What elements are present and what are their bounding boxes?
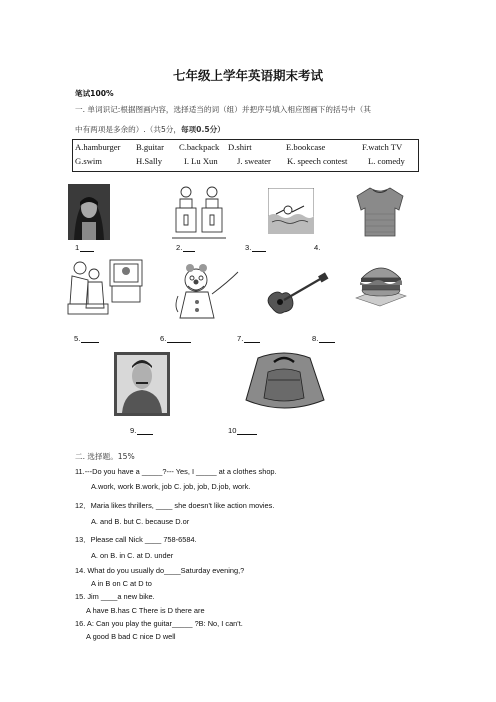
blank-8-line[interactable] — [319, 334, 335, 343]
picture-swimming — [268, 188, 314, 234]
blank-3-line[interactable] — [252, 243, 266, 252]
blank-7-line[interactable] — [244, 334, 260, 343]
blank-6-number: 6. — [160, 334, 167, 343]
picture-sweater — [355, 182, 405, 240]
blank-3-number: 3. — [245, 243, 252, 252]
blank-10 — [228, 426, 257, 435]
blank-6 — [160, 334, 191, 343]
option-g: G.swim — [75, 156, 102, 166]
question-13: 13．Please call Nick ____ 758-6584. — [75, 535, 197, 544]
question-12: 12．Maria likes thrillers, ____ she doesn't like action movies. — [75, 501, 275, 510]
picture-watch-tv — [66, 254, 150, 318]
blank-9-line[interactable] — [137, 426, 153, 435]
option-e: E.bookcase — [286, 142, 326, 152]
blank-4 — [314, 243, 320, 252]
option-l: L. comedy — [368, 156, 405, 166]
instruction-line2-part1: 中有两项是多余的）.（共5分， — [75, 125, 181, 134]
picture-comedy-clown — [172, 262, 244, 320]
blank-7 — [237, 334, 260, 343]
instruction-score-note: 每项0.5分） — [180, 125, 225, 134]
blank-8-number: 8. — [312, 334, 319, 343]
option-h: H.Sally — [136, 156, 163, 166]
question-13-options: A. on B. in C. at D. under — [91, 551, 174, 560]
blank-10-number: 10 — [228, 426, 237, 435]
written-test-label: 笔试100% — [75, 89, 114, 98]
blank-2 — [176, 243, 195, 252]
blank-2-line[interactable] — [183, 243, 195, 252]
option-j: J. sweater — [237, 156, 271, 166]
page-title: 七年级上学年英语期末考试 — [172, 68, 323, 83]
question-16: 16. A: Can you play the guitar_____ ?B: No, I can't. — [75, 619, 243, 628]
blank-3 — [245, 243, 266, 252]
option-f: F.watch TV — [362, 142, 403, 152]
blank-6-line[interactable] — [167, 334, 191, 343]
blank-5-number: 5. — [74, 334, 81, 343]
question-11: 11.---Do you have a _____?--- Yes, I _____ at a clothes shop. — [75, 467, 277, 476]
blank-1 — [75, 243, 94, 252]
blank-1-line[interactable] — [80, 243, 94, 252]
option-d: D.shirt — [228, 142, 252, 152]
blank-5 — [74, 334, 99, 343]
option-b: B.guitar — [136, 142, 164, 152]
option-c: C.backpack — [179, 142, 220, 152]
question-12-options: A. and B. but C. because D.or — [91, 517, 190, 526]
blank-7-number: 7. — [237, 334, 244, 343]
question-14-options: A in B on C at D to — [91, 579, 152, 588]
picture-hamburger — [352, 258, 410, 310]
blank-9-number: 9. — [130, 426, 137, 435]
question-15-options: A have B.has C There is D there are — [86, 606, 205, 615]
blank-2-number: 2. — [176, 243, 183, 252]
blank-5-line[interactable] — [81, 334, 99, 343]
section1-instruction-line2 — [75, 124, 225, 135]
picture-girl-portrait — [68, 184, 110, 240]
blank-10-line[interactable] — [237, 426, 257, 435]
option-k: K. speech contest — [287, 156, 348, 166]
blank-8 — [312, 334, 335, 343]
question-14: 14. What do you usually do____Saturday evening,? — [75, 566, 245, 575]
question-11-options: A.work, work B.work, job C. job, job, D.job, work. — [91, 482, 251, 491]
picture-guitar — [262, 270, 330, 318]
blank-9 — [130, 426, 153, 435]
blank-1-number: 1 — [75, 243, 80, 252]
section2-heading: 二. 选择题。15% — [75, 452, 135, 461]
picture-speech-contest — [170, 182, 228, 242]
option-i: I. Lu Xun — [184, 156, 218, 166]
section1-instruction-line1: 一. 单词识记:根据图画内容，选择适当的词（组）并把序号填入相应图画下的括号中（其 — [75, 105, 371, 114]
question-15: 15. Jim ____a new bike. — [75, 592, 155, 601]
blank-4-number: 4. — [314, 243, 321, 252]
question-16-options: A good B bad C nice D well — [86, 632, 176, 641]
option-a: A.hamburger — [75, 142, 121, 152]
picture-lu-xun — [114, 352, 170, 416]
picture-backpack — [238, 350, 330, 420]
